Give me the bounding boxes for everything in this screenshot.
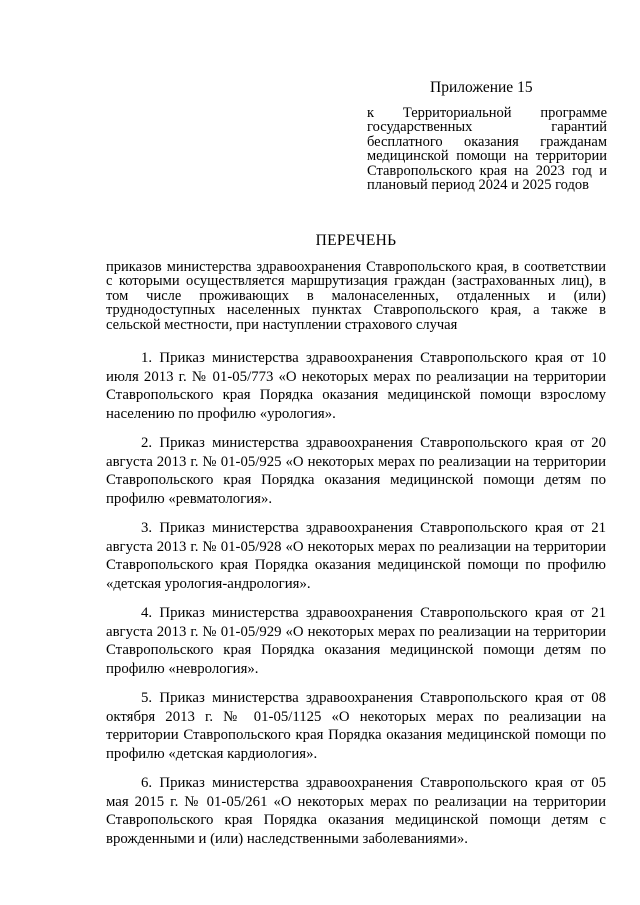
order-item-3: 3. Приказ министерства здравоохранения Ставропольского края от 21 августа 2013 г. № 01-05/928 «О некоторых мерах по реализации на территории Ставропольского края Порядка оказания медицинской помощи по профилю «детская урология-андрология». xyxy=(106,520,606,593)
order-item-1: 1. Приказ министерства здравоохранения Ставропольского края от 10 июля 2013 г. № 01-05/773 «О некоторых мерах по реализации на территории Ставропольского края Порядка оказания медицинской помощи взрослому населению по профилю «урология». xyxy=(106,350,606,423)
document-heading: ПЕРЕЧЕНЬ xyxy=(315,232,397,249)
appendix-title: Приложение 15 xyxy=(430,79,533,96)
order-item-6: 6. Приказ министерства здравоохранения Ставропольского края от 05 мая 2015 г. № 01-05/261 «О некоторых мерах по реализации на территории Ставропольского края Порядка оказания медицинской помощи детям с врожденными и (или) наследственными заболеваниями». xyxy=(106,775,606,848)
order-item-5: 5. Приказ министерства здравоохранения Ставропольского края от 08 октября 2013 г. № 01-05/1125 «О некоторых мерах по реализации на территории Ставропольского края Порядка оказания медицинской помощи по профилю «детская кардиология». xyxy=(106,690,606,763)
document-subtitle: приказов министерства здравоохранения Ставропольского края, в соответствии с которыми осуществляется маршрутизация граждан (застрахованных лиц), в том числе проживающих в малонаселенных, отдаленных и (или) труднодоступных населенных пунктах Ставропольского края, а также в сельской местности, при наступлении страхового случая xyxy=(106,259,606,333)
appendix-reference: к Территориальной программе государственных гарантий бесплатного оказания гражданам медицинской помощи на территории Ставропольского края на 2023 год и плановый период 2024 и 2025 годов xyxy=(367,105,607,194)
order-item-4: 4. Приказ министерства здравоохранения Ставропольского края от 21 августа 2013 г. № 01-05/929 «О некоторых мерах по реализации на территории Ставропольского края Порядка оказания медицинской помощи детям по профилю «неврология». xyxy=(106,605,606,678)
order-item-2: 2. Приказ министерства здравоохранения Ставропольского края от 20 августа 2013 г. № 01-05/925 «О некоторых мерах по реализации на территории Ставропольского края Порядка оказания медицинской помощи детям по профилю «ревматология». xyxy=(106,435,606,508)
